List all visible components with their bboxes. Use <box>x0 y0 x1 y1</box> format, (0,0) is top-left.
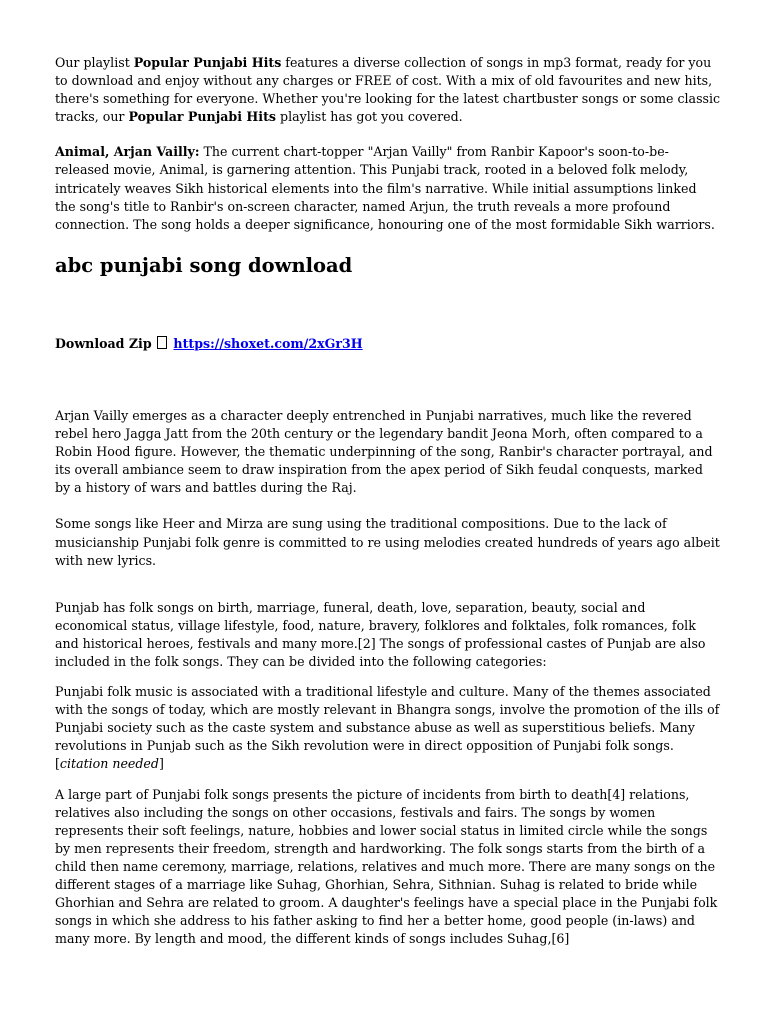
download-link[interactable]: https://shoxet.com/2xGr3H <box>173 335 363 351</box>
playlist-name: Popular Punjabi Hits <box>128 109 276 125</box>
arjan-vailly-paragraph: Arjan Vailly emerges as a character deeply entrenched in Punjabi narratives, much like the revered rebel hero Jagga Jatt from the 20th century or the legendary bandit Jeona Morh, often compared to a Robin Hood figure. However, the thematic underpinning of the song, Ranbir's character portrayal, and its overall ambiance seem to draw inspiration from the apex period of Sikh feudal conquests, marked by a history of wars and battles during the Raj. <box>55 407 713 496</box>
folk-music-text: Punjabi folk music is associated with a traditional lifestyle and culture. Many of the themes associated with the songs of today, which are mostly relevant in Bhangra songs, involve the promotion of the ills of Punjabi society such as the caste system and substance abuse as well as superstitious beliefs. Many revolutions in Punjab such as the Sikh revolution were in direct opposition of Punjabi folk songs.[ <box>55 684 720 772</box>
download-label: Download Zip <box>55 335 152 351</box>
animal-lead: Animal, Arjan Vailly: <box>55 144 200 160</box>
intro-text-3: playlist has got you covered. <box>276 109 463 125</box>
page-heading: abc punjabi song download <box>55 253 353 277</box>
document-page <box>55 54 721 948</box>
folk-music-end: ] <box>158 756 164 772</box>
playlist-name: Popular Punjabi Hits <box>133 55 282 70</box>
intro-text-2: features a diverse collection of songs in mp3 format, ready for you to download and enjoy without any charges or FREE of cost. With a mix of old favourites and new hits, there's something for everyone. Whether you're looking for the latest chartbuster songs or some classic tracks, our <box>55 55 721 125</box>
folk-songs-incidents-paragraph: A large part of Punjabi folk songs presents the picture of incidents from birth to death[4] relations, relatives also including the songs on other occasions, festivals and fairs. The songs by women represents their soft feelings, nature, hobbies and lower social status in limited circle while the songs by men represents their freedom, strength and hardworking. The folk songs starts from the birth of a child then name ceremony, marriage, relations, relatives and much more. There are many songs on the different stages of a marriage like Suhag, Ghorhian, Sehra, Sithnian. Suhag is related to bride while Ghorhian and Sehra are related to groom. A daughter's feelings have a special place in the Punjabi folk songs in which she address to his father asking to find her a better home, good people (in-laws) and many more. By length and mood, the different kinds of songs includes Suhag,[6] <box>55 786 718 947</box>
citation-needed: citation needed <box>59 756 159 772</box>
download-line <box>55 335 721 353</box>
intro-text-1: Our playlist <box>55 55 134 70</box>
missing-glyph-icon <box>157 336 167 349</box>
folk-music-paragraph <box>55 683 721 773</box>
heer-mirza-paragraph: Some songs like Heer and Mirza are sung using the traditional compositions. Due to the lack of musicianship Punjabi folk genre is committed to re using melodies created hundreds of years ago albeit with new lyrics. <box>55 516 720 568</box>
animal-text: The current chart-topper "Arjan Vailly" from Ranbir Kapoor's soon-to-be-released movie, Animal, is garnering attention. This Punjabi track, rooted in a beloved folk melody, intricately weaves Sikh historical elements into the film's narrative. While initial assumptions linked the song's title to Ranbir's on-screen character, named Arjun, the truth reveals a more profound connection. The song holds a deeper significance, honouring one of the most formidable Sikh warriors. <box>55 144 715 232</box>
folk-songs-paragraph: Punjab has folk songs on birth, marriage, funeral, death, love, separation, beauty, social and economical status, village lifestyle, food, nature, bravery, folklores and folktales, folk romances, folk and historical heroes, festivals and many more.[2] The songs of professional castes of Punjab are also included in the folk songs. They can be divided into the following categories: <box>55 599 706 669</box>
animal-paragraph <box>55 143 721 233</box>
intro-paragraph <box>55 54 721 126</box>
